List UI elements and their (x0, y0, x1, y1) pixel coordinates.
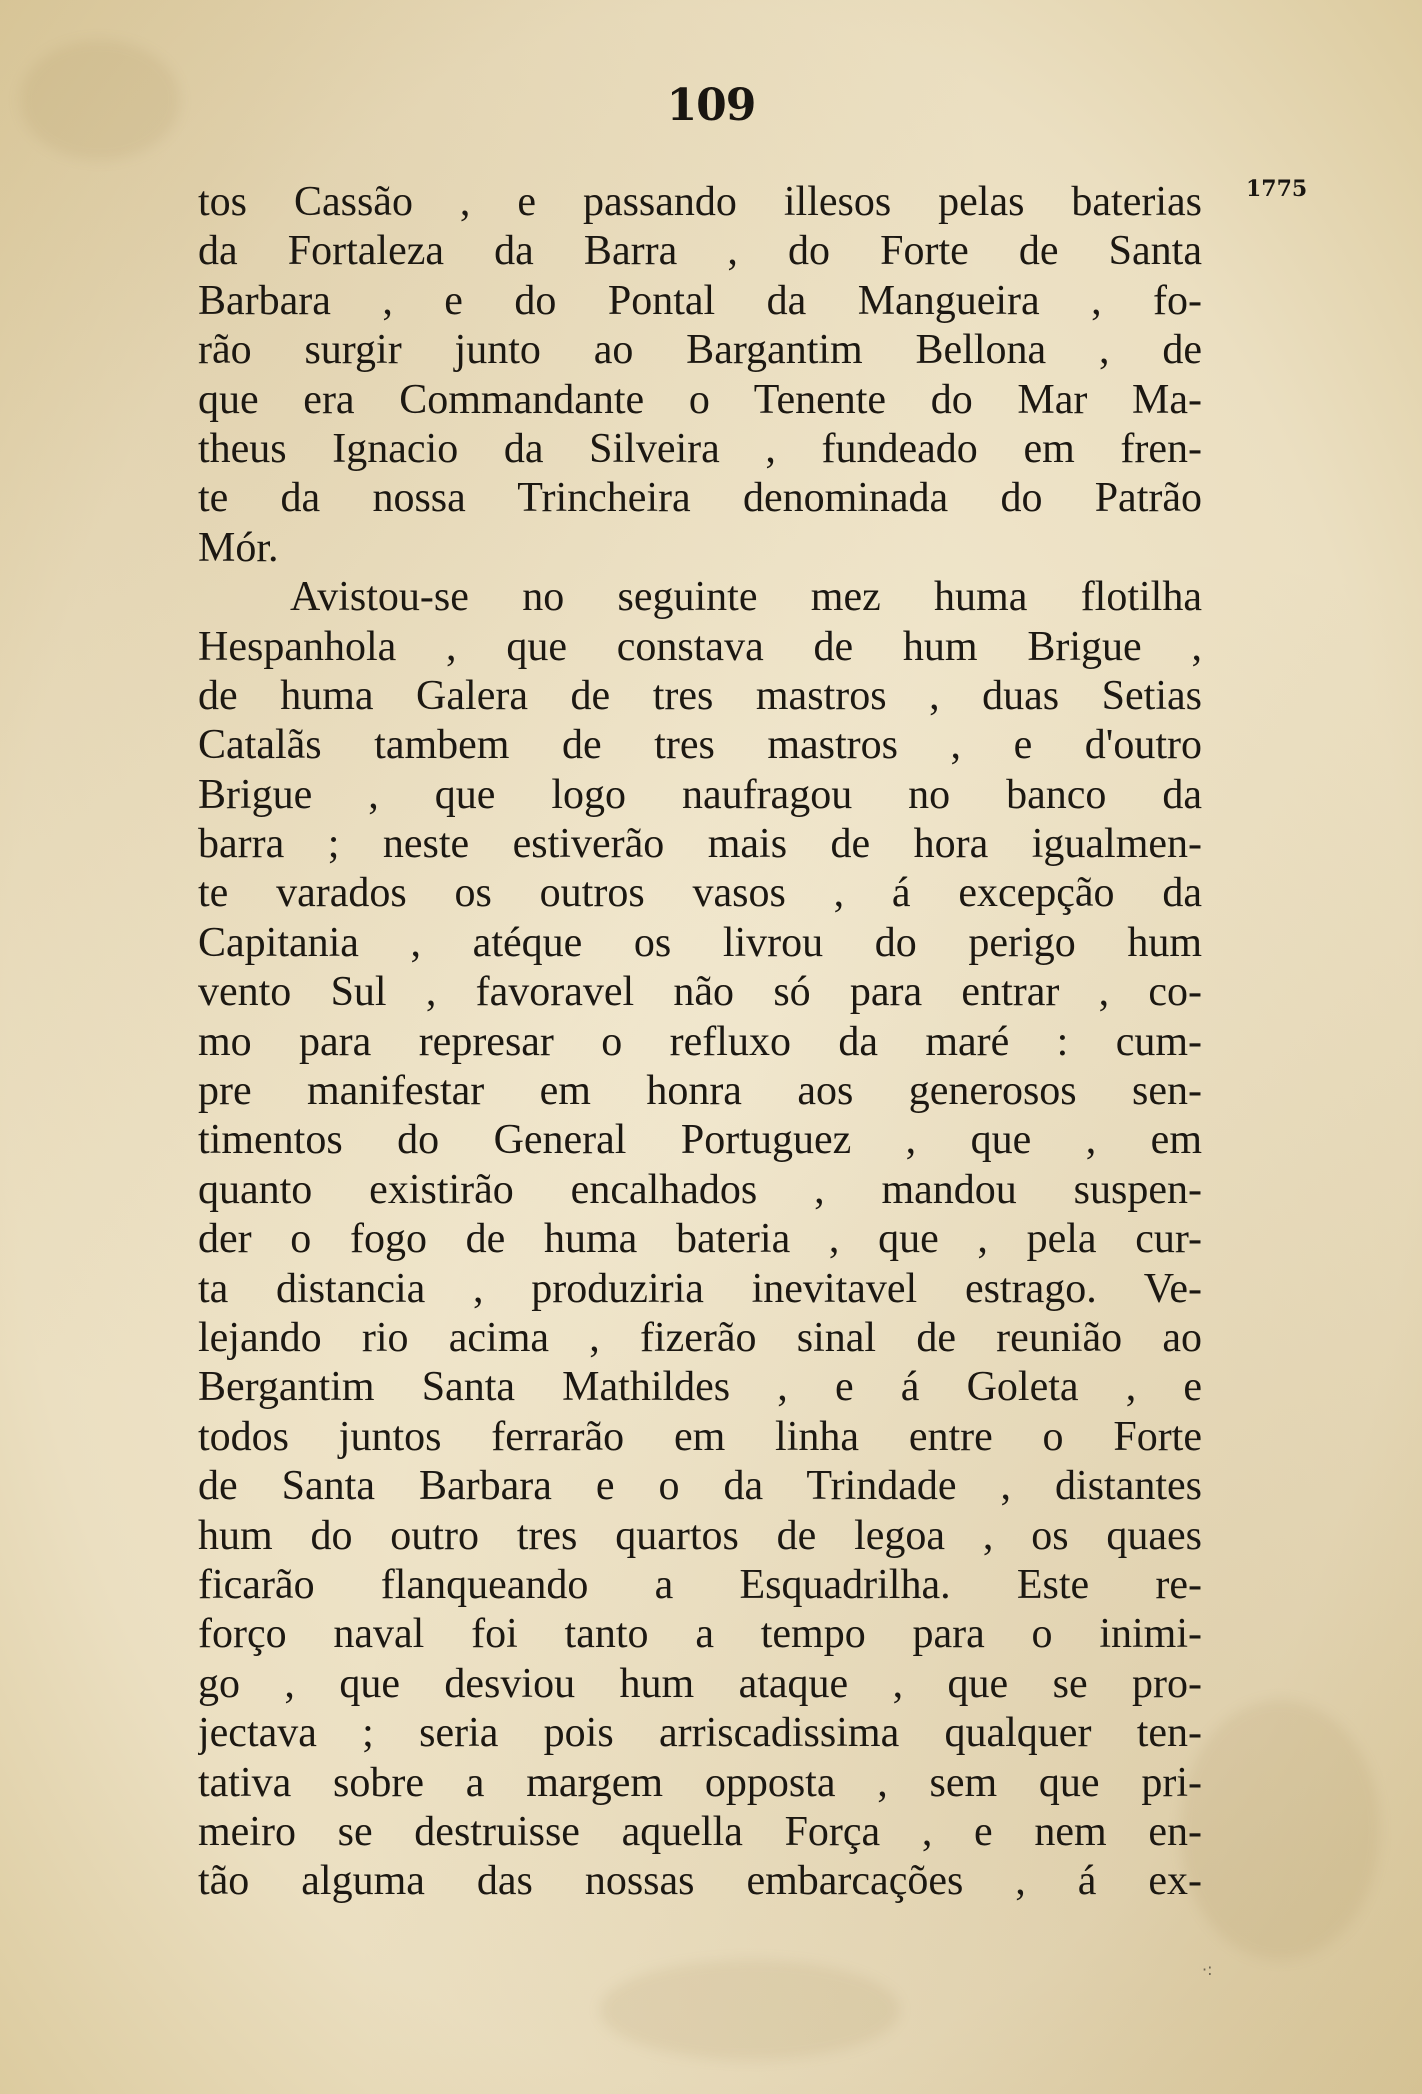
text-line: Mór. (198, 524, 279, 571)
paper-stain (1180, 1700, 1380, 1960)
text-line: tão alguma das nossas embarcações , á ex- (198, 1858, 1202, 1905)
text-line: jectava ; seria pois arriscadissima qualquer ten- (198, 1710, 1202, 1757)
text-line: vento Sul , favoravel não só para entrar , co- (198, 969, 1202, 1016)
text-line: Capitania , atéque os livrou do perigo hum (198, 919, 1202, 966)
text-line: rão surgir junto ao Bargantim Bellona , de (198, 327, 1202, 374)
text-line: te da nossa Trincheira denominada do Patrão (198, 475, 1202, 522)
text-line: barra ; neste estiverão mais de hora igualmen- (198, 821, 1202, 868)
text-line: que era Commandante o Tenente do Mar Ma- (198, 376, 1202, 423)
text-line: timentos do General Portuguez , que , em (198, 1117, 1202, 1164)
text-line: te varados os outros vasos , á excepção da (198, 870, 1202, 917)
text-line: tos Cassão , e passando illesos pelas baterias (198, 179, 1202, 225)
text-line: Brigue , que logo naufragou no banco da (198, 771, 1202, 818)
text-line: go , que desviou hum ataque , que se pro- (198, 1660, 1202, 1707)
text-line: de Santa Barbara e o da Trindade , distantes (198, 1463, 1202, 1510)
paper-stain (600, 1960, 900, 2060)
text-line: da Fortaleza da Barra , do Forte de Santa (198, 228, 1202, 275)
text-line: Avistou-se no seguinte mez huma flotilha (290, 574, 1202, 621)
text-line: ficarão flanqueando a Esquadrilha. Este re- (198, 1561, 1202, 1608)
text-line: tativa sobre a margem opposta , sem que pri- (198, 1759, 1202, 1806)
text-line: de huma Galera de tres mastros , duas Setias (198, 672, 1202, 719)
text-line: pre manifestar em honra aos generosos sen- (198, 1068, 1202, 1115)
text-line: Barbara , e do Pontal da Mangueira , fo- (198, 277, 1202, 324)
text-line: todos juntos ferrarão em linha entre o Forte (198, 1413, 1202, 1460)
text-line: Catalãs tambem de tres mastros , e d'outro (198, 722, 1202, 769)
text-line: hum do outro tres quartos de legoa , os quaes (198, 1512, 1202, 1559)
text-line: Bergantim Santa Mathildes , e á Goleta , e (198, 1364, 1202, 1411)
margin-year: 1775 (1246, 176, 1308, 202)
text-line: Hespanhola , que constava de hum Brigue , (198, 623, 1202, 670)
text-line: forço naval foi tanto a tempo para o inimi- (198, 1611, 1202, 1658)
text-line: quanto existirão encalhados , mandou suspen- (198, 1166, 1202, 1213)
page-speck: ·: (1202, 1960, 1213, 1979)
text-line: mo para represar o refluxo da maré : cum- (198, 1018, 1202, 1065)
text-line: meiro se destruisse aquella Força , e nem en- (198, 1808, 1202, 1855)
text-line: ta distancia , produziria inevitavel estrago. Ve- (198, 1265, 1202, 1312)
page-number: 109 (666, 80, 756, 131)
text-line: der o fogo de huma bateria , que , pela cur- (198, 1216, 1202, 1263)
body-text (198, 178, 1202, 1907)
text-line: lejando rio acima , fizerão sinal de reunião ao (198, 1314, 1202, 1361)
text-line: theus Ignacio da Silveira , fundeado em fren- (198, 425, 1202, 472)
